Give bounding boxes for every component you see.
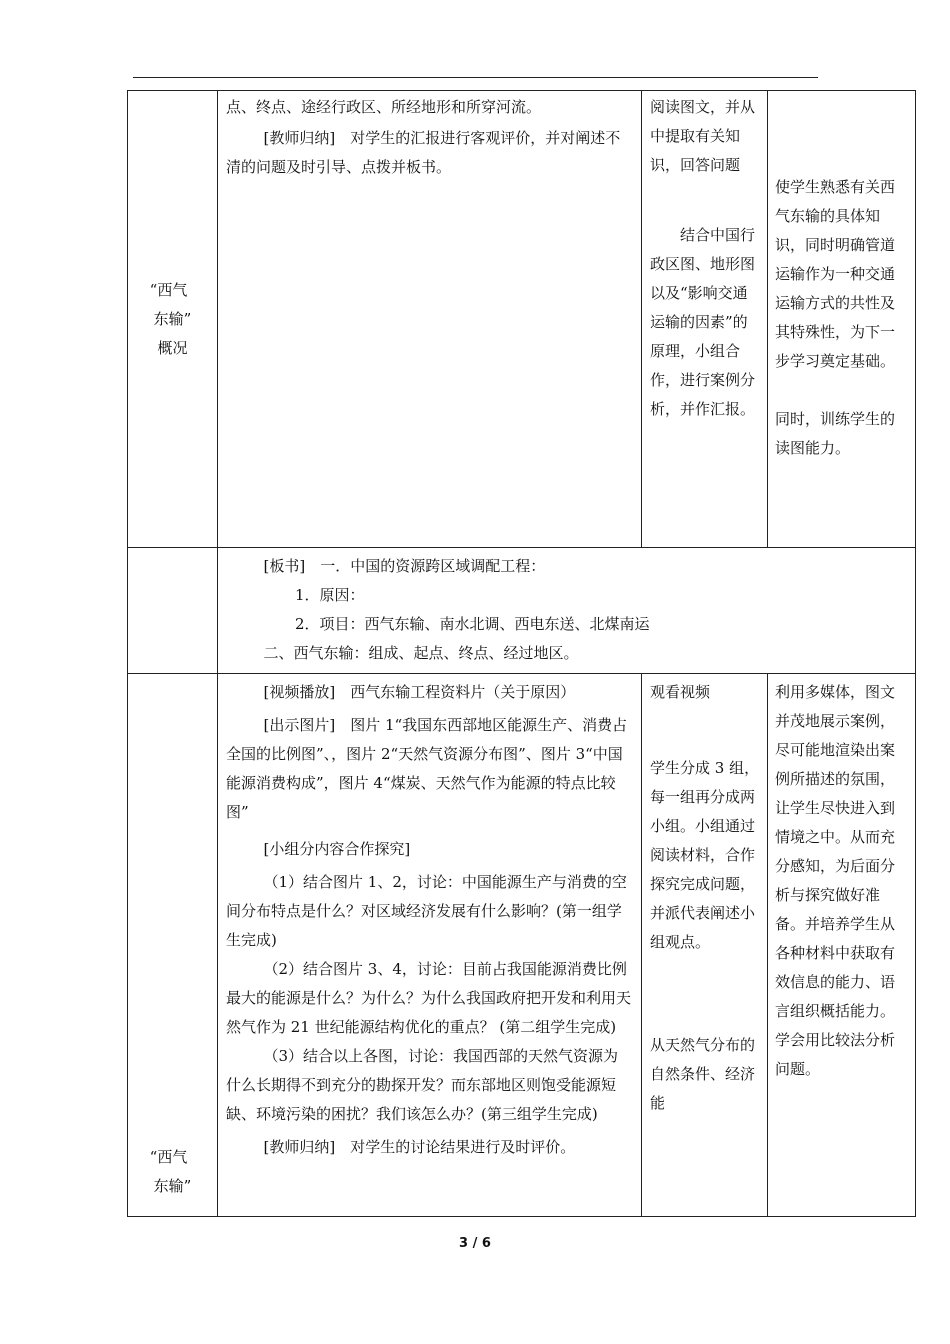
page-number: 3 / 6 — [459, 1236, 491, 1251]
paragraph: 学生分成 3 组，每一组再分成两小组。小组通过阅读材料，合作探究完成问题，并派代表阐述小组观点。 — [650, 759, 760, 951]
board-notes-cell — [218, 548, 916, 674]
section-label: 东输” — [153, 309, 192, 328]
section-label: 概况 — [157, 338, 188, 357]
table-row — [128, 548, 916, 674]
empty-cell — [128, 548, 218, 674]
board-line: 1．原因： — [295, 586, 365, 604]
section-cell — [128, 674, 218, 1217]
design-intent-cell — [768, 674, 916, 1217]
paragraph: （2）结合图片 3、4，讨论：目前占我国能源消费比例最大的能源是什么？为什么？为什么我国政府把开发和利用天然气作为 21 世纪能源结构优化的重点？ (第二组学生完成) — [226, 960, 632, 1036]
paragraph: 点、终点、途经行政区、所经地形和所穿河流。 — [226, 98, 542, 116]
section-label: “西气 — [149, 1148, 188, 1166]
paragraph: （1）结合图片 1、2，讨论：中国能源生产与消费的空间分布特点是什么？对区域经济发展有什么影响？(第一组学生完成) — [226, 873, 627, 949]
paragraph: 结合中国行政区图、地形图以及“影响交通运输的因素”的原理，小组合作，进行案例分析，并作汇报。 — [650, 226, 756, 418]
student-activity-cell — [642, 91, 768, 548]
design-intent-cell — [768, 91, 916, 548]
board-line: 二、西气东输：组成、起点、终点、经过地区。 — [263, 644, 579, 662]
section-cell — [128, 91, 218, 548]
paragraph: 利用多媒体，图文并茂地展示案例，尽可能地渲染出案例所描述的氛围，让学生尽快进入到情境之中。从而充分感知，为后面分析与探究做好准备。并培养学生从各种材料中获取有效信息的能力、语言组织概括能力。学会用比较法分析问题。 — [775, 683, 896, 1078]
paragraph: 使学生熟悉有关西气东输的具体知识，同时明确管道运输作为一种交通运输方式的共性及其特殊性，为下一步学习奠定基础。 — [775, 178, 896, 370]
header-rule — [133, 77, 818, 78]
student-activity-cell — [642, 674, 768, 1217]
table-row — [128, 91, 916, 548]
board-line: [板书] 一．中国的资源跨区域调配工程： — [263, 557, 546, 575]
paragraph: 观看视频 — [650, 683, 711, 701]
teacher-activity-cell — [218, 91, 642, 548]
paragraph: 从天然气分布的自然条件、经济能 — [650, 1036, 756, 1112]
paragraph: 同时，训练学生的读图能力。 — [775, 410, 896, 457]
section-label: 东输” — [153, 1177, 192, 1195]
paragraph: [教师归纳] 对学生的汇报进行客观评价，并对阐述不清的问题及时引导、点拨并板书。 — [226, 129, 621, 176]
paragraph: [教师归纳] 对学生的讨论结果进行及时评价。 — [263, 1138, 576, 1156]
paragraph: [视频播放] 西气东输工程资料片（关于原因） — [263, 683, 576, 701]
paragraph: [出示图片] 图片 1“我国东西部地区能源生产、消费占全国的比例图”、，图片 2“天然气资源分布图”、图片 3“中国能源消费构成”，图片 4“煤炭、天然气作为能源的特点比较图” — [226, 716, 628, 821]
paragraph: [小组分内容合作探究] — [263, 840, 411, 858]
lesson-plan-table — [127, 90, 916, 1217]
table-row — [128, 674, 916, 1217]
paragraph: （3）结合以上各图，讨论：我国西部的天然气资源为什么长期得不到充分的勘探开发？而东部地区则饱受能源短缺、环境污染的困扰？我们该怎么办？(第三组学生完成) — [226, 1047, 619, 1123]
paragraph: 阅读图文，并从中提取有关知识，回答问题 — [650, 98, 756, 174]
section-label: “西气 — [149, 280, 188, 299]
teacher-activity-cell — [218, 674, 642, 1217]
board-line: 2．项目：西气东输、南水北调、西电东送、北煤南运 — [295, 615, 650, 633]
